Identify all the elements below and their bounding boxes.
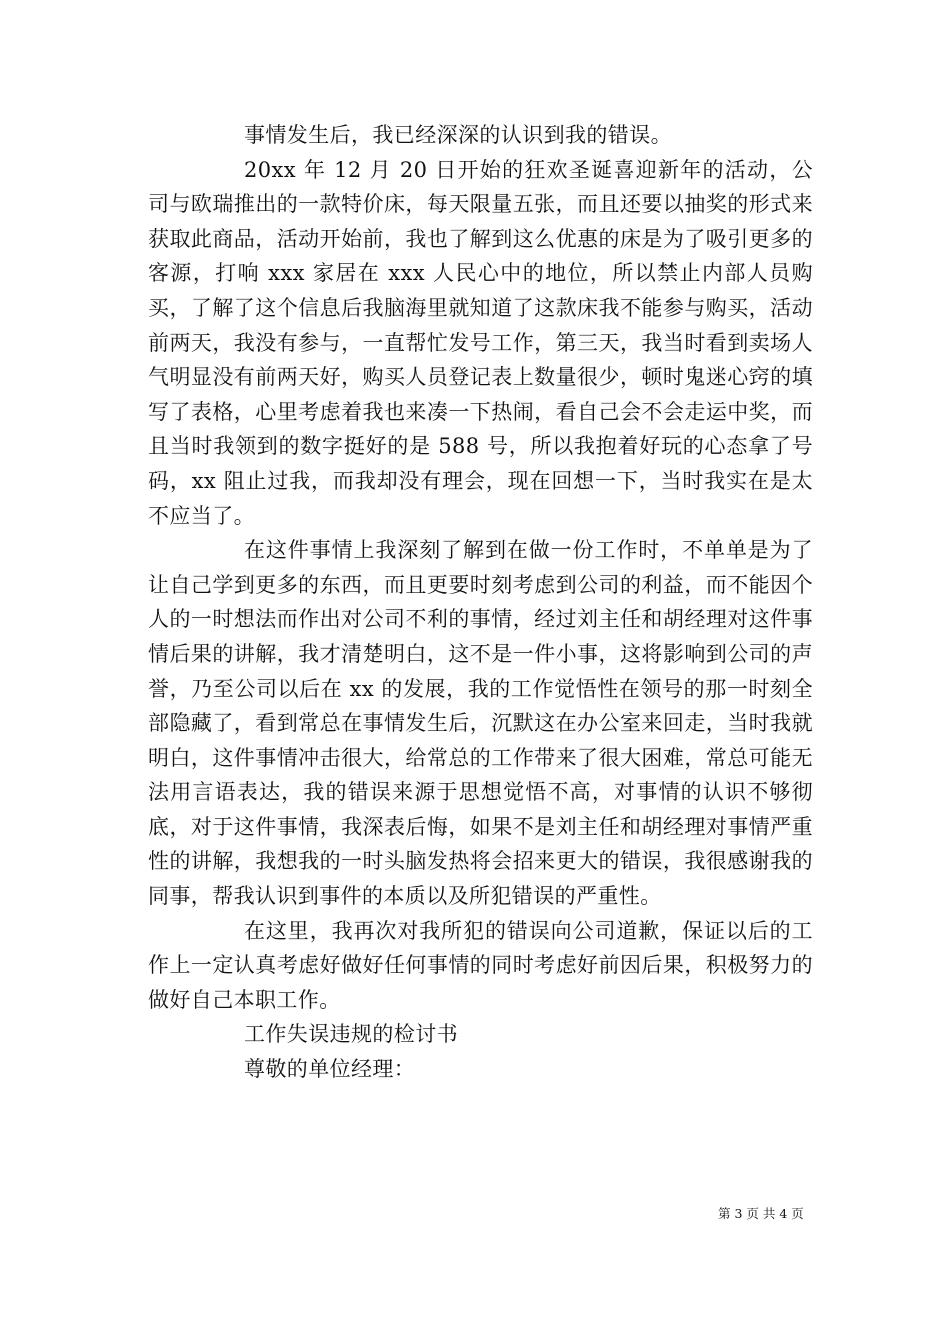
salutation-line: 尊敬的单位经理： [244, 1057, 416, 1082]
page-number-footer: 第 3 页 共 4 页 [718, 1206, 804, 1221]
paragraph-reflection: 在这件事情上我深刻了解到在做一份工作时，不单单是为了让自己学到更多的东西，而且更要时刻考虑到公司的利益，而不能因个人的一时想法而作出对公司不利的事情，经过刘主任和胡经理对这件事情后果的讲解，我才清楚明白，这不是一件小事，这将影响到公司的声誉，乃至公司以后在 xx 的发展，我的工作觉悟性在领号的那一时刻全部隐藏了，看到常总在事情发生后，沉默这在办公室来回走，当时我就明白，这件事情冲击很大，给常总的工作带来了很大困难，常总可能无法用言语表达，我的错误来源于思想觉悟不高，对事情的认识不够彻底，对于这件事情，我深表后悔，如果不是刘主任和胡经理对事情严重性的讲解，我想我的一时头脑发热将会招来更大的错误，我很感谢我的同事，帮我认识到事件的本质以及所犯错误的严重性。 [148, 538, 813, 909]
paragraph-event-description: 20xx 年 12 月 20 日开始的狂欢圣诞喜迎新年的活动，公司与欧瑞推出的一款特价床，每天限量五张，而且还要以抽奖的形式来获取此商品，活动开始前，我也了解到这么优惠的床是为了吸引更多的客源，打响 xxx 家居在 xxx 人民心中的地位，所以禁止内部人员购买，了解了这个信息后我脑海里就知道了这款床我不能参与购买，活动前两天，我没有参与，一直帮忙发号工作，第三天，我当时看到卖场人气明显没有前两天好，购买人员登记表上数量很少，顿时鬼迷心窍的填写了表格，心里考虑着我也来凑一下热闹，看自己会不会走运中奖，而且当时我领到的数字挺好的是 588 号，所以我抱着好玩的心态拿了号码，xx 阻止过我，而我却没有理会，现在回想一下，当时我实在是太不应当了。 [148, 157, 813, 528]
next-document-title: 工作失误违规的检讨书 [244, 1022, 458, 1047]
opening-line: 事情发生后，我已经深深的认识到我的错误。 [244, 123, 672, 147]
document-body [148, 118, 813, 1087]
paragraph-apology: 在这里，我再次对我所犯的错误向公司道歉，保证以后的工作上一定认真考虑好做好任何事情的同时考虑好前因后果，积极努力的做好自己本职工作。 [148, 918, 813, 1012]
